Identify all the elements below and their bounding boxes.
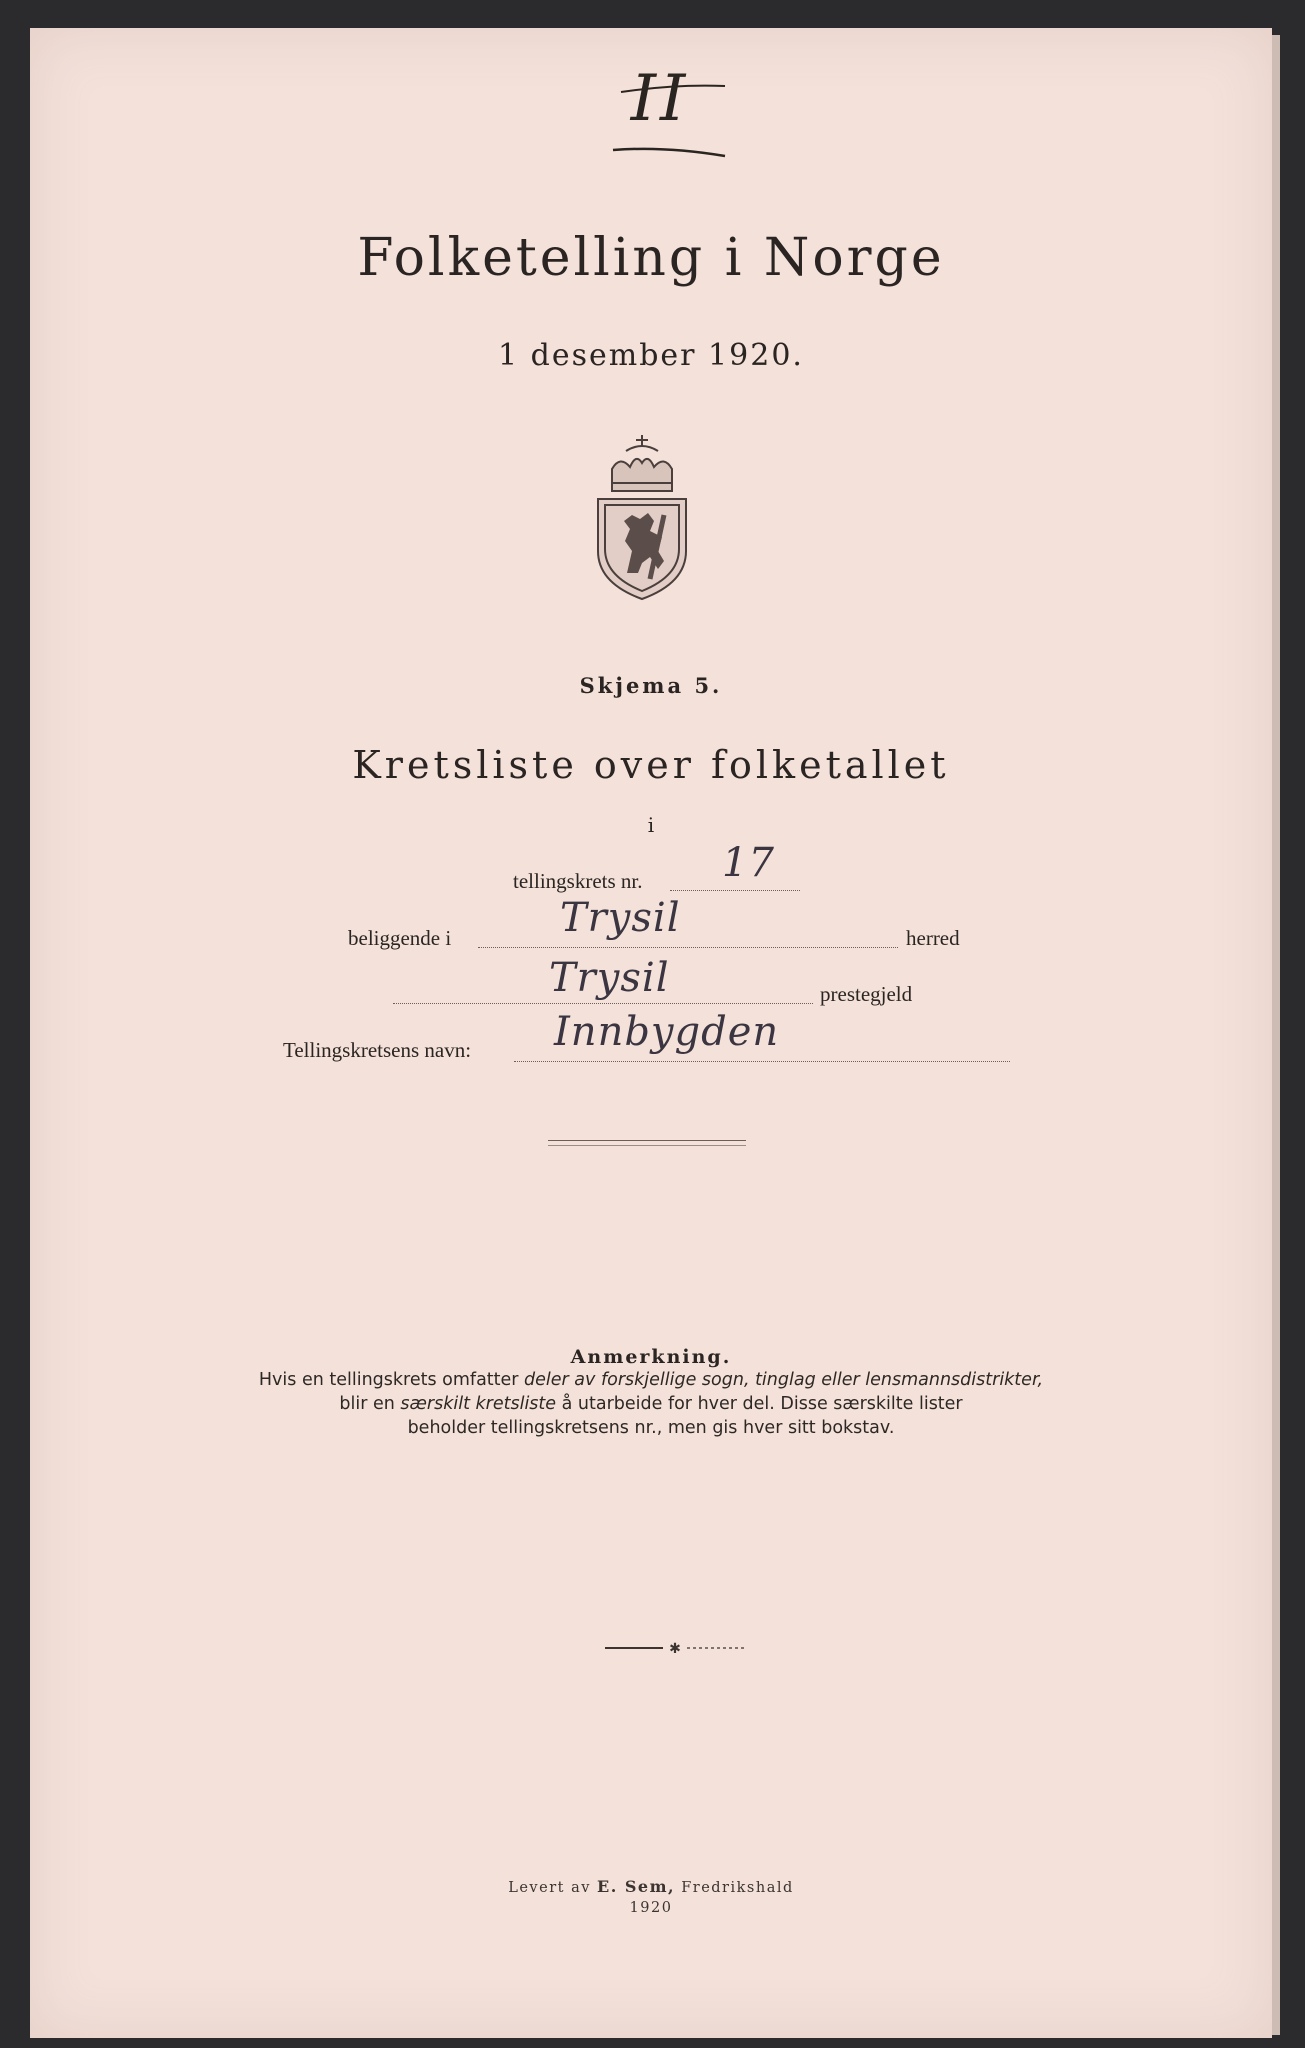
prestegjeld-field bbox=[393, 955, 813, 1004]
herred-value: Trysil bbox=[560, 895, 681, 941]
note-line-1-emphasis: deler av forskjellige sogn, tinglag eller lensmannsdistrikter, bbox=[524, 1370, 1044, 1390]
coat-of-arms-icon bbox=[592, 433, 692, 603]
heading-preposition: i bbox=[647, 813, 655, 837]
printer-place: Fredrikshald bbox=[681, 1880, 794, 1896]
note-line-2-text-a: blir en bbox=[339, 1394, 401, 1414]
note-line-2-emphasis: særskilt kretsliste bbox=[400, 1394, 557, 1414]
form-heading: Kretsliste over folketallet bbox=[352, 743, 950, 787]
herred-suffix: herred bbox=[906, 926, 960, 950]
printer-prefix: Levert av bbox=[508, 1880, 591, 1896]
herred-field bbox=[478, 895, 898, 948]
tellingskrets-label: tellingskrets nr. bbox=[513, 869, 643, 893]
printer-name: E. Sem, bbox=[597, 1877, 676, 1896]
svg-text:✱: ✱ bbox=[669, 1642, 681, 1654]
page-number-annotation bbox=[585, 62, 735, 162]
prestegjeld-value: Trysil bbox=[549, 955, 670, 1001]
note-line-2-text-b: å utarbeide for hver del. Disse særskilte lister bbox=[556, 1394, 963, 1414]
paper-edge bbox=[1272, 35, 1280, 2035]
navn-field bbox=[514, 1009, 1010, 1062]
navn-label: Tellingskretsens navn: bbox=[283, 1038, 472, 1062]
separator-rule-thin bbox=[548, 1145, 746, 1146]
page-number-underline bbox=[585, 62, 735, 162]
note-line-1 bbox=[30, 1370, 1272, 1390]
separator-rule bbox=[548, 1140, 746, 1141]
note-line-2 bbox=[30, 1394, 1272, 1414]
ornament-divider-icon bbox=[595, 1642, 755, 1654]
schema-number: Skjema 5. bbox=[579, 673, 723, 698]
tellingskrets-field bbox=[670, 840, 800, 891]
note-title: Anmerkning. bbox=[570, 1346, 732, 1368]
note-line-1-text: Hvis en tellingskrets omfatter bbox=[258, 1370, 525, 1390]
census-form-page bbox=[30, 28, 1272, 2038]
census-date: 1 desember 1920. bbox=[498, 338, 804, 373]
tellingskrets-value: 17 bbox=[722, 840, 775, 886]
beliggende-label: beliggende i bbox=[348, 926, 452, 950]
prestegjeld-suffix: prestegjeld bbox=[820, 982, 913, 1006]
page-number: II bbox=[630, 62, 690, 136]
navn-value: Innbygden bbox=[554, 1009, 780, 1055]
page-title: Folketelling i Norge bbox=[357, 228, 945, 288]
printer-year: 1920 bbox=[629, 1900, 673, 1916]
note-line-3: beholder tellingskretsens nr., men gis hver sitt bokstav. bbox=[407, 1418, 895, 1438]
printer-credit bbox=[30, 1877, 1272, 1896]
